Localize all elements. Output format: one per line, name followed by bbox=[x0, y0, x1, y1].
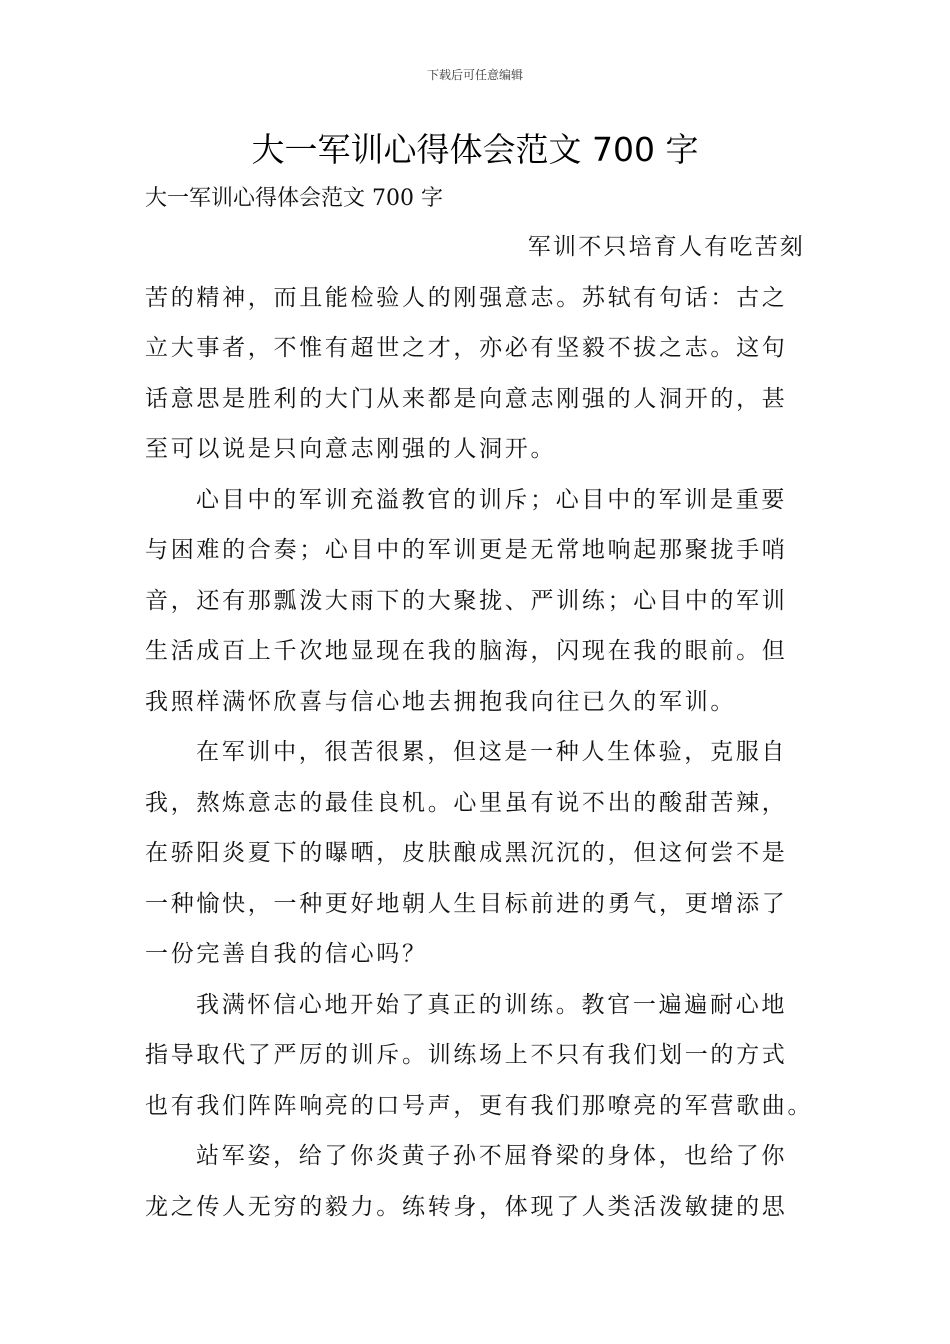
text-line: 在骄阳炎夏下的曝晒，皮肤酿成黑沉沉的，但这何尝不是 bbox=[145, 840, 788, 866]
text-line: 我，熬炼意志的最佳良机。心里虽有说不出的酸甜苦辣， bbox=[145, 789, 788, 816]
document-subtitle: 大一军训心得体会范文 700 字 bbox=[145, 186, 443, 211]
text-line: 我满怀信心地开始了真正的训练。教官一遍遍耐心地 bbox=[196, 991, 788, 1018]
text-line: 立大事者，不惟有超世之才，亦必有坚毅不拔之志。这句 bbox=[145, 335, 788, 361]
text-line: 话意思是胜利的大门从来都是向意志刚强的人洞开的，甚 bbox=[145, 385, 788, 412]
text-line: 我照样满怀欣喜与信心地去拥抱我向往已久的军训。 bbox=[145, 688, 737, 715]
text-line: 指导取代了严厉的训斥。训练场上不只有我们划一的方式 bbox=[145, 1042, 788, 1068]
download-note: 下载后可任意编辑 bbox=[426, 68, 523, 82]
text-line: 站军姿，给了你炎黄子孙不屈脊梁的身体，也给了你 bbox=[196, 1143, 788, 1169]
text-line: 龙之传人无穷的毅力。练转身，体现了人类活泼敏捷的思 bbox=[145, 1193, 788, 1220]
text-line: 一份完善自我的信心吗？ bbox=[145, 941, 428, 967]
text-line: 心目中的军训充溢教官的训斥；心目中的军训是重要 bbox=[196, 486, 788, 513]
text-line: 音，还有那瓢泼大雨下的大聚拢、严训练；心目中的军训 bbox=[145, 587, 788, 614]
document-title: 大一军训心得体会范文 700 字 bbox=[251, 130, 699, 169]
text-line: 一种愉快，一种更好地朝人生目标前进的勇气，更增添了 bbox=[145, 890, 788, 917]
text-line: 苦的精神，而且能检验人的刚强意志。苏轼有句话：古之 bbox=[145, 284, 788, 311]
body-text bbox=[145, 222, 814, 1232]
text-line: 至可以说是只向意志刚强的人洞开。 bbox=[145, 436, 557, 462]
text-line: 与困难的合奏；心目中的军训更是无常地响起那聚拢手哨 bbox=[145, 537, 788, 563]
text-line: 生活成百上千次地显现在我的脑海，闪现在我的眼前。但 bbox=[145, 638, 788, 664]
text-line: 军训不只培育人有吃苦刻 bbox=[527, 234, 805, 260]
text-line: 在军训中，很苦很累，但这是一种人生体验，克服自 bbox=[196, 739, 788, 765]
text-line: 也有我们阵阵响亮的口号声，更有我们那嘹亮的军营歌曲。 bbox=[145, 1092, 814, 1119]
